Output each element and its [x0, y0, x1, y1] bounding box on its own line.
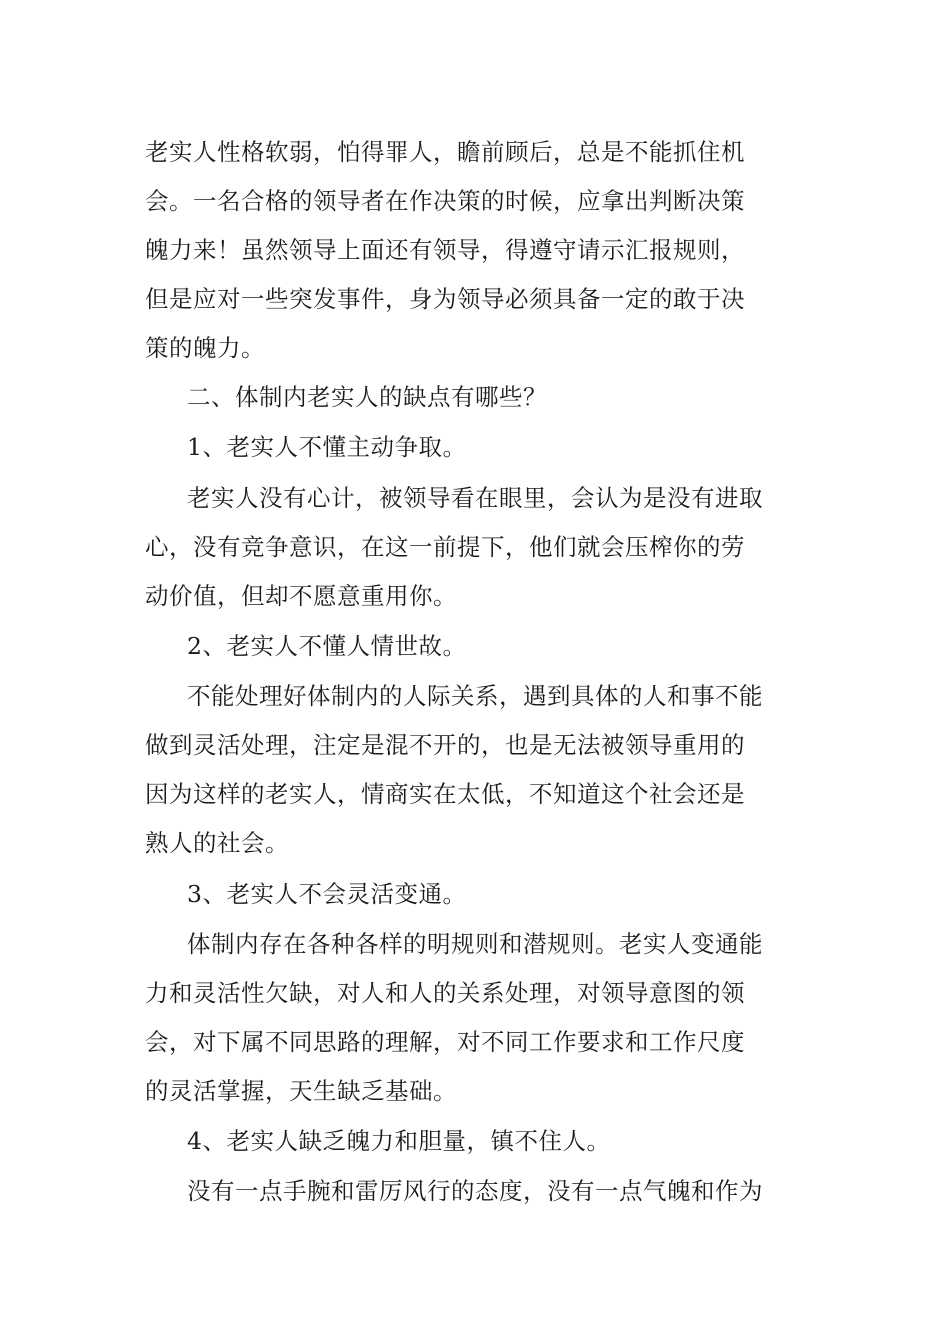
paragraph-line: 力和灵活性欠缺，对人和人的关系处理，对领导意图的领 [145, 979, 745, 1007]
list-item-heading: 4、老实人缺乏魄力和胆量，镇不住人。 [187, 1127, 611, 1155]
paragraph-line: 不能处理好体制内的人际关系，遇到具体的人和事不能 [187, 682, 763, 710]
paragraph-line: 动价值，但却不愿意重用你。 [145, 582, 457, 610]
paragraph-line: 老实人性格软弱，怕得罪人，瞻前顾后，总是不能抓住机 [145, 138, 745, 166]
paragraph-line: 策的魄力。 [145, 334, 265, 362]
list-item-heading: 3、老实人不会灵活变通。 [187, 880, 467, 908]
list-item-heading: 1、老实人不懂主动争取。 [187, 433, 467, 461]
paragraph-line: 老实人没有心计，被领导看在眼里，会认为是没有进取 [187, 484, 763, 512]
paragraph-line: 的灵活掌握，天生缺乏基础。 [145, 1077, 457, 1105]
paragraph-line: 但是应对一些突发事件，身为领导必须具备一定的敢于决 [145, 285, 745, 313]
paragraph-line: 心，没有竞争意识，在这一前提下，他们就会压榨你的劳 [145, 533, 745, 561]
paragraph-line: 魄力来！虽然领导上面还有领导，得遵守请示汇报规则， [145, 236, 745, 264]
paragraph-line: 熟人的社会。 [145, 829, 289, 857]
paragraph-line: 体制内存在各种各样的明规则和潜规则。老实人变通能 [187, 930, 763, 958]
paragraph-line: 会，对下属不同思路的理解，对不同工作要求和工作尺度 [145, 1028, 745, 1056]
paragraph-line: 因为这样的老实人，情商实在太低，不知道这个社会还是 [145, 780, 745, 808]
list-item-heading: 2、老实人不懂人情世故。 [187, 632, 467, 660]
paragraph-line: 会。一名合格的领导者在作决策的时候，应拿出判断决策 [145, 187, 745, 215]
paragraph-line: 没有一点手腕和雷厉风行的态度，没有一点气魄和作为 [187, 1177, 763, 1205]
paragraph-line: 做到灵活处理，注定是混不开的，也是无法被领导重用的 [145, 731, 745, 759]
section-heading: 二、体制内老实人的缺点有哪些？ [187, 383, 547, 411]
